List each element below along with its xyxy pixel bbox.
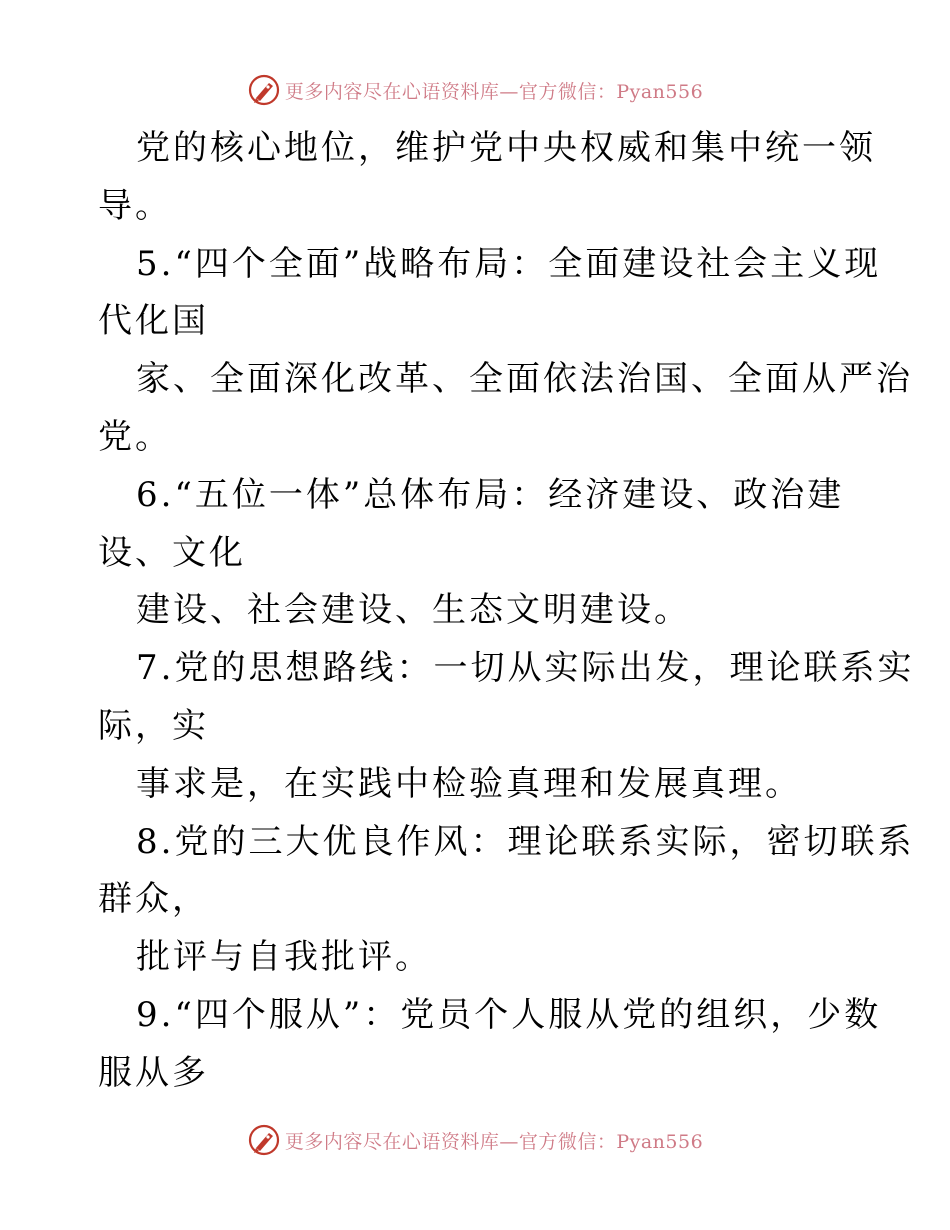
text-line: 8.党的三大优良作风：理论联系实际，密切联系: [136, 821, 915, 862]
fountain-pen-logo-icon: [247, 73, 281, 107]
text-line: 际，实: [98, 705, 209, 746]
text-line: 建设、社会建设、生态文明建设。: [136, 590, 691, 631]
header-banner-text: 更多内容尽在心语资料库—官方微信：Pyan556: [284, 80, 704, 103]
text-line: 党。: [98, 416, 172, 457]
text-line: 家、全面深化改革、全面依法治国、全面从严治: [136, 359, 913, 400]
text-line: 设、文化: [98, 532, 246, 573]
text-line: 党的核心地位，维护党中央权威和集中统一领: [136, 128, 876, 168]
text-line: 导。: [98, 185, 172, 226]
text-line: 事求是，在实践中检验真理和发展真理。: [136, 763, 802, 804]
text-line: 9.“四个服从”：党员个人服从党的组织，少数: [136, 994, 882, 1035]
document-body: [98, 120, 915, 1103]
footer-banner: [0, 1120, 950, 1160]
text-line: 服从多: [98, 1052, 209, 1093]
footer-banner-text: 更多内容尽在心语资料库—官方微信：Pyan556: [284, 1130, 704, 1153]
text-line: 批评与自我批评。: [136, 937, 432, 978]
text-line: 7.党的思想路线：一切从实际出发，理论联系实: [136, 648, 915, 689]
text-line: 5.“四个全面”战略布局：全面建设社会主义现: [136, 243, 882, 284]
header-banner: [0, 70, 950, 110]
text-line: 代化国: [98, 301, 209, 342]
fountain-pen-logo-icon: [247, 1123, 281, 1157]
text-line: 6.“五位一体”总体布局：经济建设、政治建: [136, 474, 845, 515]
text-line: 群众，: [98, 879, 209, 920]
